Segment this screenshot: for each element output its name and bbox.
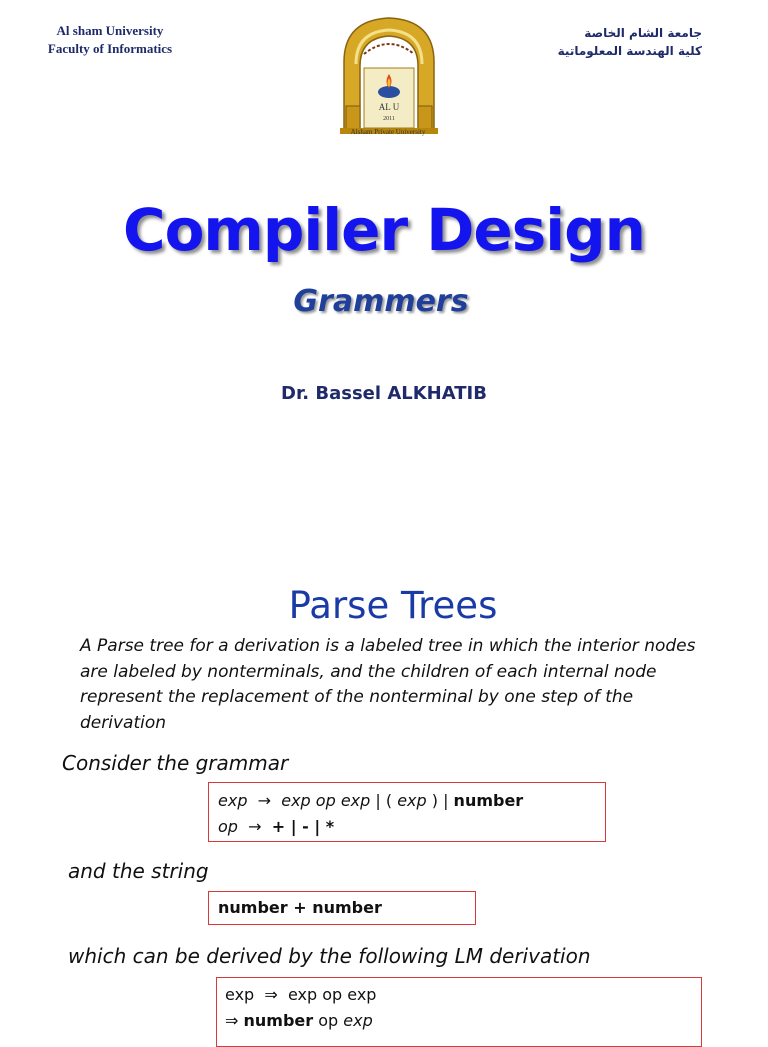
slide-title: Parse Trees — [288, 584, 498, 627]
input-string: number + number — [218, 898, 382, 917]
university-logo — [334, 10, 444, 142]
svg-text:2011: 2011 — [383, 116, 395, 122]
university-line: Al sham University — [56, 23, 164, 38]
grammar-rule-op — [218, 814, 596, 840]
course-title: Compiler Design — [123, 196, 645, 264]
faculty-line: Faculty of Informatics — [47, 41, 173, 56]
logo-caption: Alsham Private University — [350, 128, 426, 136]
terminal: number — [243, 1011, 314, 1030]
derivation-intro-text: which can be derived by the following LM derivation — [68, 944, 591, 968]
university-name-en — [0, 22, 220, 58]
implies-icon: ⇒ — [225, 1011, 244, 1030]
grammar-box — [208, 782, 606, 842]
derivation-rhs: op — [318, 1011, 339, 1030]
rule-separator: ) | — [426, 791, 454, 810]
derivation-step — [225, 1008, 693, 1034]
arch-logo-icon — [334, 10, 444, 142]
rule-separator: | ( — [370, 791, 398, 810]
and-string-text: and the string — [68, 859, 209, 883]
definition-line: derivation — [80, 712, 167, 733]
rule-rhs: + | - | * — [271, 817, 335, 836]
author-name: Dr. Bassel ALKHATIB — [281, 383, 487, 404]
course-subtitle: Grammers — [293, 284, 469, 319]
nonterminal: exp — [343, 1011, 373, 1030]
arrow-icon: → — [243, 817, 267, 836]
grammar-rule-exp — [218, 788, 596, 814]
definition-line: represent the replacement of the nonterminal by one step of the — [80, 687, 634, 707]
faculty-line-ar: كلية الهندسة المعلوماتية — [557, 44, 702, 58]
implies-icon: ⇒ — [259, 985, 283, 1004]
consider-grammar-text: Consider the grammar — [62, 751, 289, 775]
arrow-icon: → — [252, 791, 277, 810]
university-line-ar: جامعة الشام الخاصة — [584, 26, 702, 40]
nonterminal: exp — [397, 791, 427, 810]
university-name-ar — [558, 24, 702, 60]
rule-rhs: exp op exp — [281, 791, 371, 810]
nonterminal: exp — [218, 791, 248, 810]
definition-line: A Parse tree for a derivation is a labeled tree in which the interior nodes — [80, 636, 696, 656]
terminal: number — [453, 791, 524, 810]
definition-line: are labeled by nonterminals, and the children of each internal node — [80, 661, 657, 682]
string-box — [208, 891, 476, 925]
derivation-step — [225, 982, 693, 1008]
derivation-rhs: exp op exp — [287, 985, 377, 1004]
definition-paragraph — [80, 634, 720, 736]
nonterminal: op — [218, 817, 238, 836]
svg-text:AL U: AL U — [378, 102, 400, 112]
derivation-lhs: exp — [225, 985, 255, 1004]
derivation-box — [216, 977, 702, 1047]
